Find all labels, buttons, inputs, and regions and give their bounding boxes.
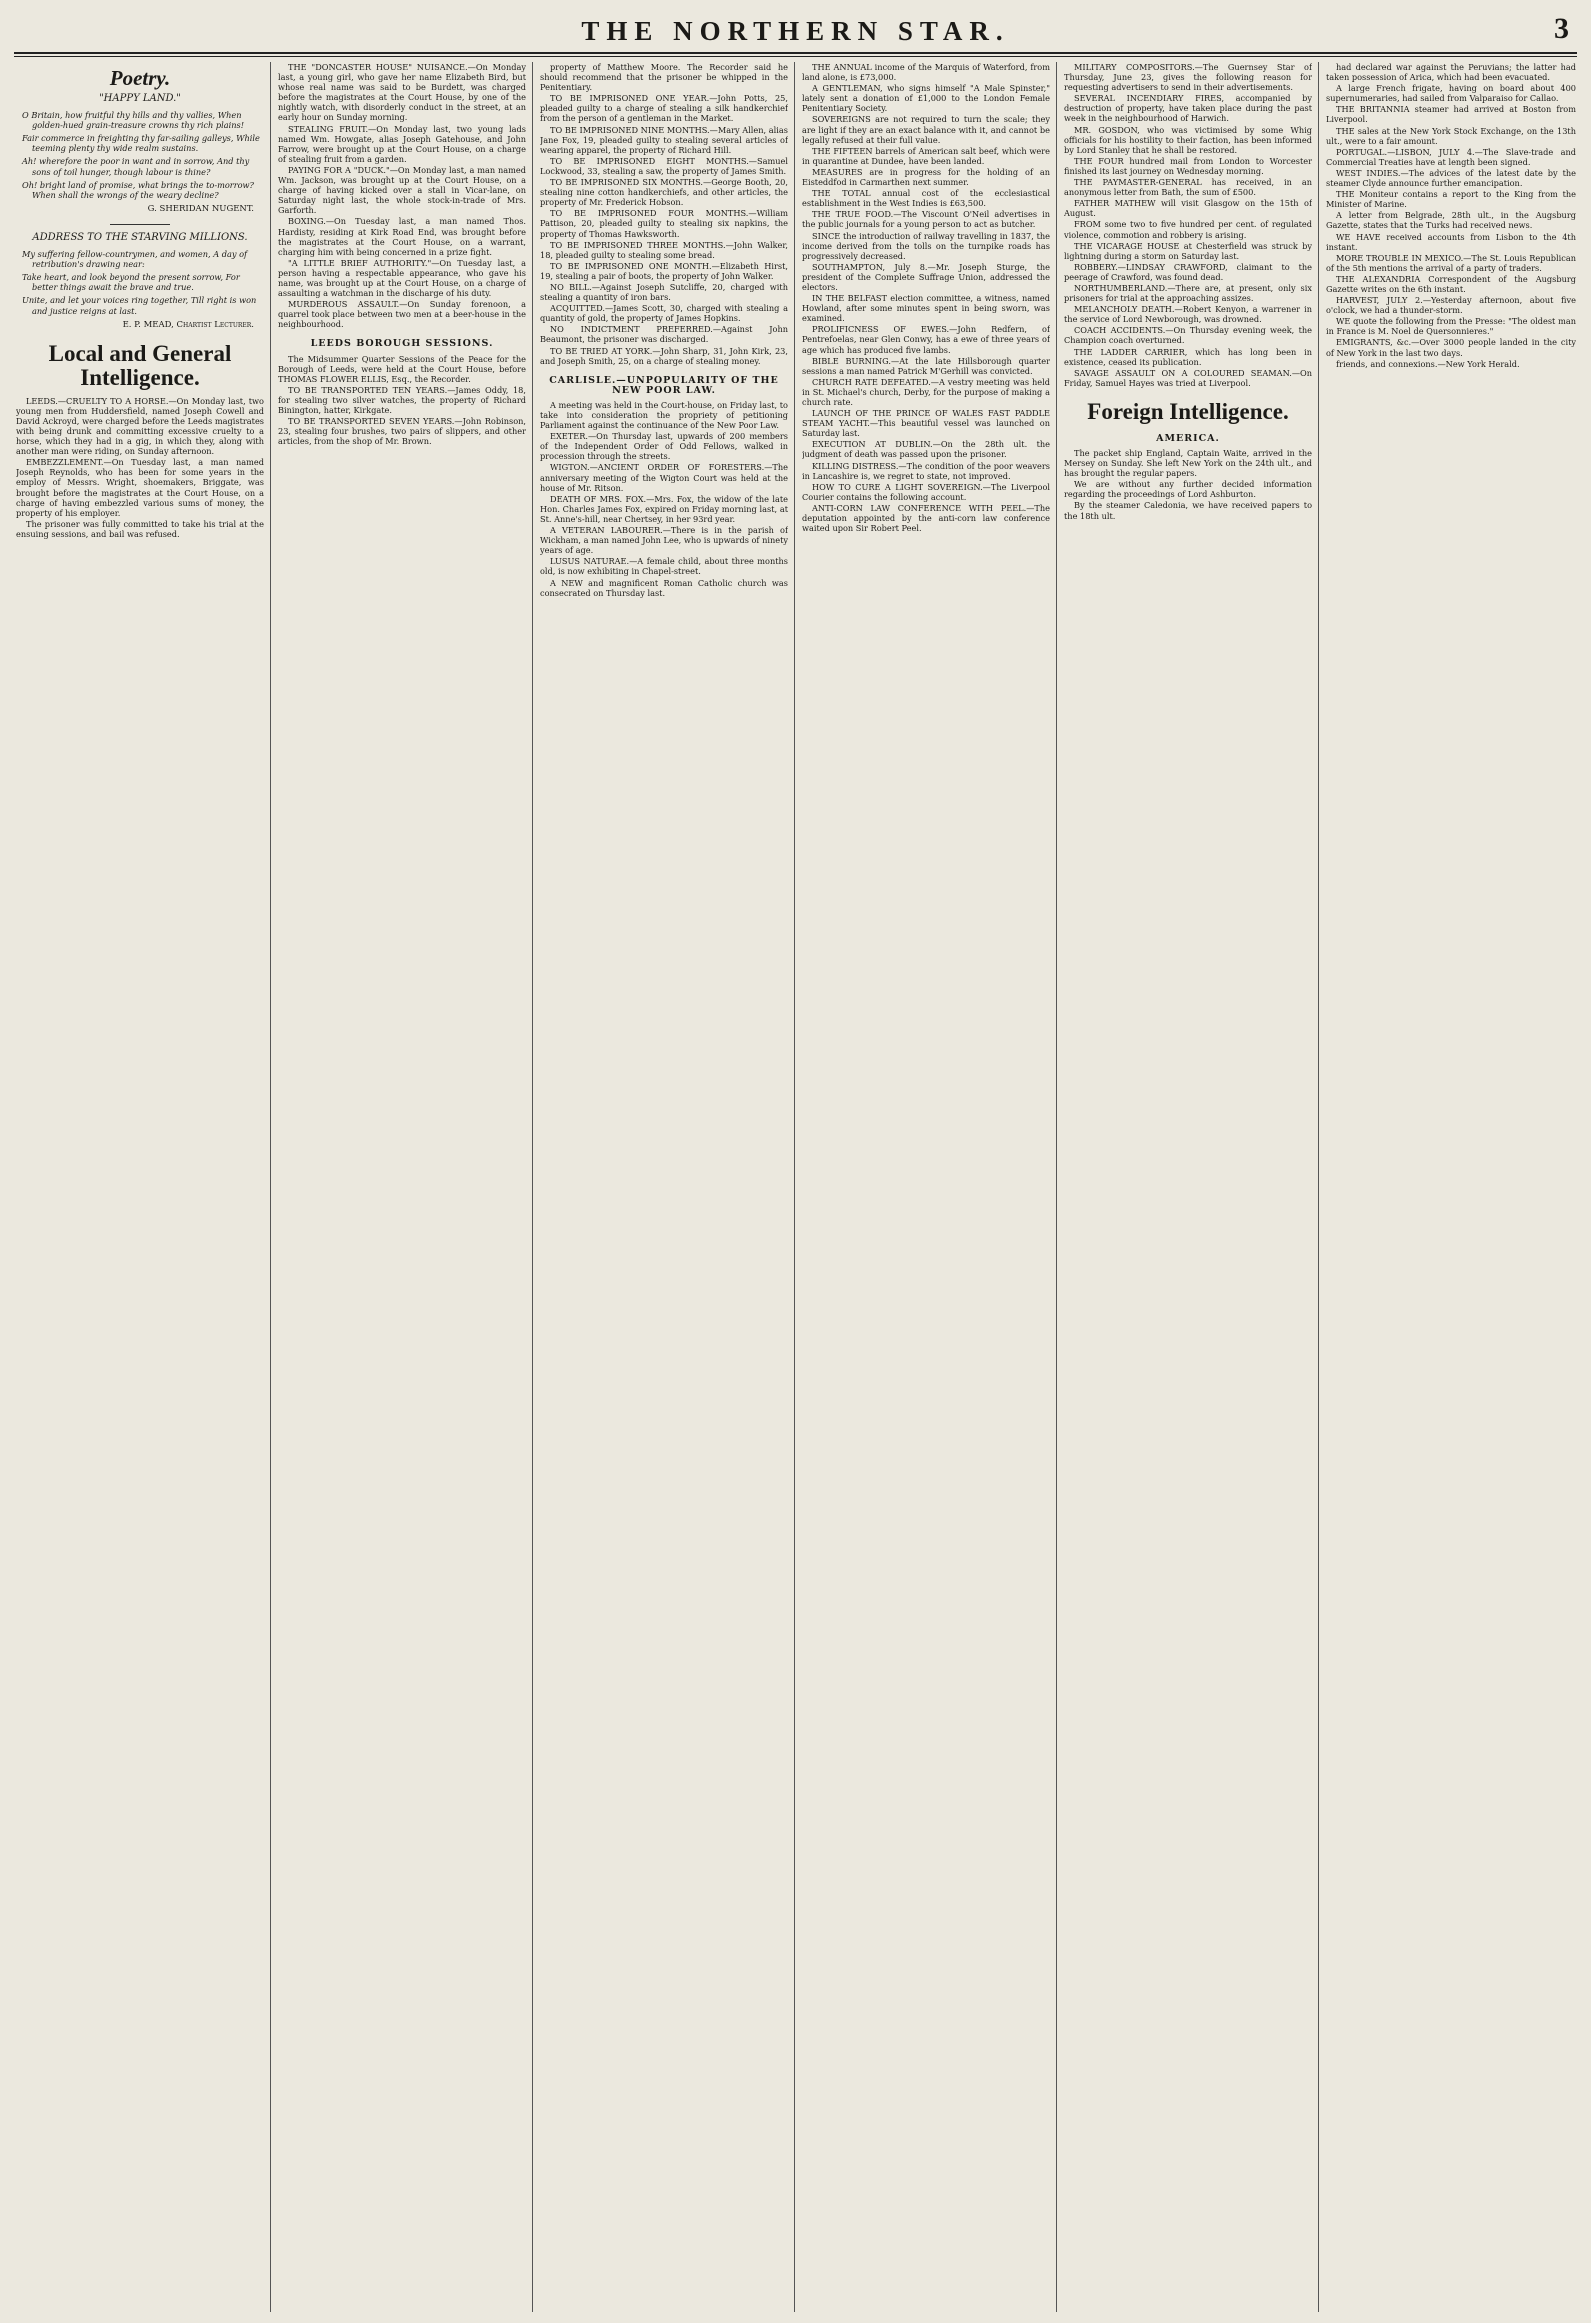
article-paragraph: FATHER MATHEW will visit Glasgow on the 15th of August. <box>1064 198 1312 219</box>
article-paragraph: THE Moniteur contains a report to the King from the Minister of Marine. <box>1326 189 1576 210</box>
poem1-stanza: O Britain, how fruitful thy hills and thy vallies, When golden-hued grain-treasure crowns thy rich plains! <box>22 110 245 131</box>
article-paragraph: PROLIFICNESS OF EWES.—John Redfern, of Pentrefoelas, near Glen Conwy, has a ewe of three years of age which has produced five lambs. <box>802 324 1050 355</box>
article-paragraph: TO BE IMPRISONED ONE MONTH.—Elizabeth Hirst, 19, stealing a pair of boots, the property of John Walker. <box>540 260 788 281</box>
page-number: 3 <box>1554 12 1569 45</box>
article-paragraph: The Midsummer Quarter Sessions of the Peace for the Borough of Leeds, were held at the Court House, before THOMAS FLOWER ELLIS, Esq., the Recorder. <box>278 353 526 384</box>
article-paragraph: By the steamer Caledonia, we have received papers to the 18th ult. <box>1064 500 1312 521</box>
column-3 <box>540 62 788 2312</box>
article-paragraph: KILLING DISTRESS.—The condition of the poor weavers in Lancashire is, we regret to state, not improved. <box>802 460 1050 481</box>
article-paragraph: LUSUS NATURAE.—A female child, about three months old, is now exhibiting in Chapel-street. <box>540 556 788 577</box>
column-separator <box>1318 62 1319 2312</box>
article-paragraph: DEATH OF MRS. FOX.—Mrs. Fox, the widow of the late Hon. Charles James Fox, expired on Friday morning last, at St. Anne's-hill, near Chertsey, in her 93rd year. <box>540 493 788 524</box>
article-paragraph: THE ANNUAL income of the Marquis of Waterford, from land alone, is £73,000. <box>802 62 1050 83</box>
article-paragraph: ROBBERY.—LINDSAY CRAWFORD, claimant to the peerage of Crawford, was found dead. <box>1064 261 1312 282</box>
poem1-stanza: Fair commerce in freighting thy far-sailing galleys, While teeming plenty thy wide realm sustains. <box>22 133 260 154</box>
article-paragraph: A letter from Belgrade, 28th ult., in the Augsburg Gazette, states that the Turks had received news. <box>1326 210 1576 231</box>
article-paragraph: EMIGRANTS, &c.—Over 3000 people landed in the city of New York in the last two days. <box>1326 337 1576 358</box>
masthead-rule <box>14 52 1577 54</box>
article-paragraph: TO BE IMPRISONED FOUR MONTHS.—William Pattison, 20, pleaded guilty to stealing six napkins, the property of Thomas Hawksworth. <box>540 208 788 239</box>
article-paragraph: BOXING.—On Tuesday last, a man named Thos. Hardisty, residing at Kirk Road End, was brought before the magistrates at the Court House, on a warrant, charging him with being concerned in a prize fight. <box>278 216 526 257</box>
column-separator <box>532 62 533 2312</box>
article-paragraph: "A LITTLE BRIEF AUTHORITY."—On Tuesday last, a person having a respectable appearance, who gave his name, was brought up at the Court House, on a charge of assaulting a watchman in the discharge of his duty. <box>278 257 526 299</box>
article-paragraph: STEALING FRUIT.—On Monday last, two young lads named Wm. Howgate, alias Joseph Gatehouse, and John Farrow, were brought up at the Court House, on a charge of stealing fruit from a garden. <box>278 123 526 164</box>
article-paragraph: We are without any further decided information regarding the proceedings of Lord Ashburton. <box>1064 479 1312 500</box>
article-paragraph: TO BE IMPRISONED NINE MONTHS.—Mary Allen, alias Jane Fox, 19, pleaded guilty to stealing several articles of wearing apparel, the property of Richard Hill. <box>540 124 788 155</box>
article-paragraph: PAYING FOR A "DUCK."—On Monday last, a man named Wm. Jackson, was brought up at the Court House, on a charge of having kicked over a stall in Vicar-lane, on Saturday night last, the whole stock-in-trade of Mrs. Garforth. <box>278 164 526 216</box>
article-paragraph: THE ALEXANDRIA Correspondent of the Augsburg Gazette writes on the 6th instant. <box>1326 273 1576 294</box>
article-paragraph: ANTI-CORN LAW CONFERENCE WITH PEEL.—The deputation appointed by the anti-corn law conference waited upon Sir Robert Peel. <box>802 502 1050 534</box>
poem2-signature: E. P. MEAD, Chartist Lecturer. <box>122 319 254 330</box>
article-paragraph: TO BE IMPRISONED EIGHT MONTHS.—Samuel Lockwood, 33, stealing a saw, the property of James Smith. <box>540 155 788 176</box>
article-paragraph: TO BE TRIED AT YORK.—John Sharp, 31, John Kirk, 23, and Joseph Smith, 25, on a charge of stealing money. <box>540 345 788 366</box>
poem2-stanza: Unite, and let your voices ring together, Till right is won and justice reigns at last. <box>22 295 257 316</box>
article-paragraph: THE TOTAL annual cost of the ecclesiastical establishment in the West Indies is £63,500. <box>802 188 1050 209</box>
article-paragraph: THE VICARAGE HOUSE at Chesterfield was struck by lightning during a storm on Saturday last. <box>1064 240 1312 261</box>
article-paragraph: TO BE IMPRISONED ONE YEAR.—John Potts, 25, pleaded guilty to a charge of stealing a silk handkerchief from the person of a gentleman in the Market. <box>540 93 788 124</box>
article-paragraph: SEVERAL INCENDIARY FIRES, accompanied by destruction of property, have taken place during the past week in the neighbourhood of Harwich. <box>1064 93 1312 124</box>
poem1-body <box>16 110 264 200</box>
article-paragraph: TO BE TRANSPORTED TEN YEARS.—James Oddy, 18, for stealing two silver watches, the property of Richard Binington, hatter, Kirkgate. <box>278 384 526 415</box>
article-paragraph: HARVEST, JULY 2.—Yesterday afternoon, about five o'clock, we had a thunder-storm. <box>1326 295 1576 316</box>
masthead <box>0 4 1591 48</box>
article-paragraph: NO INDICTMENT PREFERRED.—Against John Beaumont, the prisoner was discharged. <box>540 324 788 345</box>
article-paragraph: NO BILL.—Against Joseph Sutcliffe, 20, charged with stealing a quantity of iron bars. <box>540 281 788 303</box>
column-separator <box>270 62 271 2312</box>
article-paragraph: A meeting was held in the Court-house, on Friday last, to take into consideration the propriety of petitioning Parliament against the continuance of the New Poor Law. <box>540 399 788 431</box>
article-paragraph: MEASURES are in progress for the holding of an Eisteddfod in Carmarthen next summer. <box>802 166 1050 188</box>
article-paragraph: MORE TROUBLE IN MEXICO.—The St. Louis Republican of the 5th mentions the arrival of a party of traders. <box>1326 252 1576 273</box>
article-paragraph: SOUTHAMPTON, July 8.—Mr. Joseph Sturge, the president of the Complete Suffrage Union, addressed the electors. <box>802 261 1050 292</box>
article-paragraph: THE LADDER CARRIER, which has long been in existence, ceased its publication. <box>1064 346 1312 367</box>
article-paragraph: SAVAGE ASSAULT ON A COLOURED SEAMAN.—On Friday, Samuel Hayes was tried at Liverpool. <box>1064 367 1312 388</box>
article-paragraph: A VETERAN LABOURER.—There is in the parish of Wickham, a man named John Lee, who is upwards of ninety years of age. <box>540 525 788 556</box>
article-paragraph: PORTUGAL.—LISBON, JULY 4.—The Slave-trade and Commercial Treaties have at length been signed. <box>1326 146 1576 167</box>
article-paragraph: IN THE BELFAST election committee, a witness, named Howland, after some minutes spent in being sworn, was examined. <box>802 293 1050 324</box>
column-4 <box>802 62 1050 2312</box>
article-paragraph: LAUNCH OF THE PRINCE OF WALES FAST PADDLE STEAM YACHT.—This beautiful vessel was launched on Saturday last. <box>802 408 1050 439</box>
article-paragraph: THE sales at the New York Stock Exchange, on the 13th ult., were to a fair amount. <box>1326 125 1576 146</box>
article-paragraph: MELANCHOLY DEATH.—Robert Kenyon, a warrener in the service of Lord Newborough, was drowned. <box>1064 304 1312 325</box>
article-paragraph: FROM some two to five hundred per cent. of regulated violence, commotion and robbery is arising. <box>1064 219 1312 240</box>
article-paragraph: EMBEZZLEMENT.—On Tuesday last, a man named Joseph Reynolds, who has been for some years in the employ of Messrs. Wright, shoemakers, Briggate, was brought before the magistrates at the Court House, on a charge of having embezzled various sums of money, the property of his employer. <box>16 457 264 518</box>
article-paragraph: SOVEREIGNS are not required to turn the scale; they are light if they are an exact balance with it, and cannot be legally refused at their full value. <box>802 114 1050 145</box>
column-1 <box>16 62 264 2312</box>
article-paragraph: EXECUTION AT DUBLIN.—On the 28th ult. the judgment of death was passed upon the prisoner. <box>802 439 1050 460</box>
poem2-title: ADDRESS TO THE STARVING MILLIONS. <box>32 231 248 243</box>
local-intelligence-heading: Local and General Intelligence. <box>48 340 232 390</box>
article-paragraph: A GENTLEMAN, who signs himself "A Male Spinster," lately sent a donation of £1,000 to the London Female Penitentiary Society. <box>802 83 1050 114</box>
article-paragraph: SINCE the introduction of railway travelling in 1837, the income derived from the tolls on the turnpike roads has progressively decreased. <box>802 230 1050 261</box>
article-paragraph: ACQUITTED.—James Scott, 30, charged with stealing a quantity of gold, the property of James Hopkins. <box>540 303 788 324</box>
poem1-stanza: Ah! wherefore the poor in want and in sorrow, And thy sons of toil hunger, though labour is thine? <box>22 156 250 177</box>
article-paragraph: WIGTON.—ANCIENT ORDER OF FORESTERS.—The anniversary meeting of the Wigton Court was held at the house of Mr. Ritson. <box>540 462 788 493</box>
column-5 <box>1064 62 1312 2312</box>
column-separator <box>794 62 795 2312</box>
article-paragraph: NORTHUMBERLAND.—There are, at present, only six prisoners for trial at the approaching assizes. <box>1064 282 1312 304</box>
poem2-stanza: Take heart, and look beyond the present sorrow, For better things await the brave and true. <box>22 272 240 293</box>
sessions-heading: LEEDS BOROUGH SESSIONS. <box>310 338 494 350</box>
column-6 <box>1326 62 1576 2312</box>
carlisle-heading: CARLISLE.—UNPOPULARITY OF THE NEW POOR LAW. <box>549 374 779 396</box>
article-paragraph: TO BE IMPRISONED SIX MONTHS.—George Booth, 20, stealing nine cotton handkerchiefs, and other articles, the property of Mr. Frederick Hobson. <box>540 177 788 208</box>
article-paragraph: COACH ACCIDENTS.—On Thursday evening week, the Champion coach overturned. <box>1064 325 1312 346</box>
column-separator <box>1056 62 1057 2312</box>
article-paragraph: HOW TO CURE A LIGHT SOVEREIGN.—The Liverpool Courier contains the following account. <box>802 481 1050 502</box>
article-paragraph: TO BE IMPRISONED THREE MONTHS.—John Walker, 18, pleaded guilty to stealing some bread. <box>540 239 788 260</box>
article-paragraph: WEST INDIES.—The advices of the latest date by the steamer Clyde announce further emancipation. <box>1326 167 1576 189</box>
poem2-body <box>16 249 264 316</box>
article-paragraph: The prisoner was fully committed to take his trial at the ensuing sessions, and bail was refused. <box>16 518 264 539</box>
article-paragraph: LEEDS.—CRUELTY TO A HORSE.—On Monday last, two young men from Huddersfield, named Joseph Cowell and David Ackroyd, were charged before the Leeds magistrates with being drunk and committing excessive cruelty to a horse, which they had in a gig, in which they, along with another man were riding, on Sunday afternoon. <box>16 395 264 457</box>
article-paragraph: A large French frigate, having on board about 400 supernumeraries, had sailed from Valparaiso for Callao. <box>1326 83 1576 104</box>
article-paragraph: WE HAVE received accounts from Lisbon to the 4th instant. <box>1326 231 1576 252</box>
article-paragraph: MURDEROUS ASSAULT.—On Sunday forenoon, a quarrel took place between two men at a beer-house in the neighbourhood. <box>278 299 526 330</box>
article-paragraph: THE TRUE FOOD.—The Viscount O'Neil advertises in the public journals for a young person to act as butcher. <box>802 209 1050 230</box>
masthead-rule-thin <box>14 56 1577 57</box>
poem1-title: "HAPPY LAND." <box>99 93 181 104</box>
article-paragraph: had declared war against the Peruvians; the latter had taken possession of Arica, which had been evacuated. <box>1326 62 1576 83</box>
article-paragraph: THE FIFTEEN barrels of American salt beef, which were in quarantine at Dundee, have been landed. <box>802 145 1050 166</box>
poetry-heading: Poetry. <box>109 66 171 90</box>
article-paragraph: property of Matthew Moore. The Recorder said he should recommend that the prisoner be whipped in the Penitentiary. <box>540 62 788 93</box>
article-paragraph: friends, and connexions.—New York Herald. <box>1336 358 1520 369</box>
article-paragraph: TO BE TRANSPORTED SEVEN YEARS.—John Robinson, 23, stealing four brushes, two pairs of slippers, and other articles, from the shop of Mr. Brown. <box>278 416 526 447</box>
article-paragraph: The packet ship England, Captain Waite, arrived in the Mersey on Sunday. She left New York on the 24th ult., and has brought the regular papers. <box>1064 448 1312 479</box>
poem2-stanza: My suffering fellow-countrymen, and women, A day of retribution's drawing near: <box>22 249 248 270</box>
column-2 <box>278 62 526 2312</box>
poem1-stanza: Oh! bright land of promise, what brings the to-morrow? When shall the wrongs of the weary decline? <box>22 179 254 200</box>
article-paragraph: MR. GOSDON, who was victimised by some Whig officials for his hostility to their faction, has been informed by Lord Stanley that he shall be restored. <box>1064 124 1312 155</box>
article-paragraph: WE quote the following from the Presse: "The oldest man in France is M. Noel de Quersonnieres." <box>1326 316 1576 337</box>
article-paragraph: THE BRITANNIA steamer had arrived at Boston from Liverpool. <box>1326 104 1576 125</box>
article-paragraph: BIBLE BURNING.—At the late Hillsborough quarter sessions a man named Patrick M'Gerhill was convicted. <box>802 355 1050 376</box>
article-paragraph: CHURCH RATE DEFEATED.—A vestry meeting was held in St. Michael's church, Derby, for the purpose of making a church rate. <box>802 376 1050 407</box>
foreign-intelligence-heading: Foreign Intelligence. <box>1087 398 1289 424</box>
article-paragraph: EXETER.—On Thursday last, upwards of 200 members of the Independent Order of Odd Fellows, walked in procession through the streets. <box>540 431 788 462</box>
divider <box>110 224 170 225</box>
america-heading: AMERICA. <box>1156 432 1220 444</box>
article-paragraph: THE "DONCASTER HOUSE" NUISANCE.—On Monday last, a young girl, who gave her name Elizabeth Bird, but whose real name was said to be Burdett, was charged before the magistrates at the Court House, by one of the nightly watch, with disorderly conduct in the street, at an early hour on Sunday morning. <box>278 62 526 123</box>
article-paragraph: MILITARY COMPOSITORS.—The Guernsey Star of Thursday, June 23, gives the following reason for requesting advertisers to send in their advertisements. <box>1064 62 1312 93</box>
newspaper-title: THE NORTHERN STAR. <box>581 16 1010 46</box>
article-paragraph: A NEW and magnificent Roman Catholic church was consecrated on Thursday last. <box>540 577 788 598</box>
poem1-signature: G. SHERIDAN NUGENT. <box>147 203 254 214</box>
article-paragraph: THE FOUR hundred mail from London to Worcester finished its last journey on Wednesday morning. <box>1064 155 1312 176</box>
article-paragraph: THE PAYMASTER-GENERAL has received, in an anonymous letter from Bath, the sum of £500. <box>1064 177 1312 198</box>
